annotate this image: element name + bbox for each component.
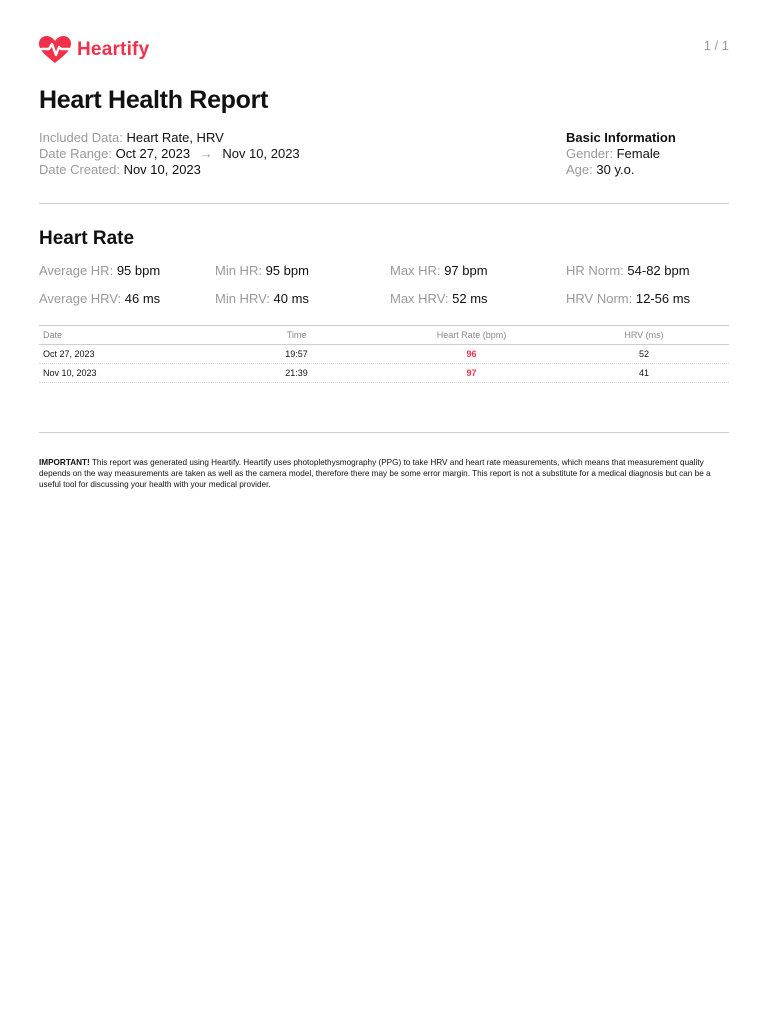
stat-label: HR Norm:: [566, 263, 624, 278]
column-header-hrv: HRV (ms): [559, 326, 729, 345]
stat-value: 97 bpm: [444, 263, 488, 278]
stat-value: 54-82 bpm: [627, 263, 690, 278]
column-header-time: Time: [209, 326, 384, 345]
column-header-date: Date: [39, 326, 209, 345]
gender-value: Female: [616, 146, 660, 161]
stat-value: 40 ms: [273, 291, 309, 306]
stat-label: HRV Norm:: [566, 291, 633, 306]
cell-date: Nov 10, 2023: [39, 364, 209, 383]
cell-date: Oct 27, 2023: [39, 345, 209, 364]
stat-value: 52 ms: [452, 291, 488, 306]
section-divider: [39, 432, 729, 433]
date-range-row: [39, 146, 300, 162]
gender-label: Gender:: [566, 146, 613, 161]
report-meta: [39, 130, 300, 178]
date-created-value: Nov 10, 2023: [123, 162, 201, 177]
stat-hrv-norm: [566, 291, 690, 306]
stat-average-hrv: [39, 291, 160, 306]
arrow-right-icon: →: [199, 146, 213, 161]
cell-heart-rate: 97: [384, 364, 559, 383]
date-created-label: Date Created:: [39, 162, 120, 177]
date-created-row: [39, 162, 300, 178]
cell-hrv: 41: [559, 364, 729, 383]
cell-time: 19:57: [209, 345, 384, 364]
column-header-heart-rate: Heart Rate (bpm): [384, 326, 559, 345]
included-data-label: Included Data:: [39, 130, 123, 145]
cell-hrv: 52: [559, 345, 729, 364]
disclaimer-lead: IMPORTANT!: [39, 458, 90, 467]
cell-time: 21:39: [209, 364, 384, 383]
stat-value: 95 bpm: [116, 263, 161, 278]
age-row: [566, 162, 676, 178]
age-label: Age:: [566, 162, 593, 177]
stat-value: 12-56 ms: [635, 291, 691, 306]
basic-information-title: Basic Information: [566, 130, 676, 145]
stat-max-hr: [390, 263, 488, 278]
disclaimer-notice: [39, 458, 729, 490]
page-number: 1 / 1: [703, 38, 729, 53]
page-title: Heart Health Report: [39, 86, 269, 114]
date-range-label: Date Range:: [39, 146, 112, 161]
heart-rate-title: Heart Rate: [39, 228, 135, 249]
date-range-end: Nov 10, 2023: [222, 146, 300, 161]
table-row: [39, 364, 729, 383]
stat-max-hrv: [390, 291, 488, 306]
included-data-row: [39, 130, 300, 146]
section-divider: [39, 203, 729, 204]
brand-name: Heartify: [77, 39, 150, 60]
age-value: 30 y.o.: [596, 162, 635, 177]
table-header-row: [39, 326, 729, 345]
date-range-start: Oct 27, 2023: [115, 146, 191, 161]
stat-hr-norm: [566, 263, 690, 278]
stat-label: Max HR:: [390, 263, 441, 278]
stat-label: Average HR:: [39, 263, 114, 278]
stat-value: 95 bpm: [265, 263, 309, 278]
stat-label: Max HRV:: [390, 291, 449, 306]
table-row: [39, 345, 729, 364]
stat-min-hrv: [215, 291, 309, 306]
cell-heart-rate: 96: [384, 345, 559, 364]
stat-label: Min HRV:: [215, 291, 270, 306]
basic-information: [566, 130, 676, 178]
stat-average-hr: [39, 263, 160, 278]
measurements-table: [39, 325, 729, 383]
stat-min-hr: [215, 263, 309, 278]
stat-label: Average HRV:: [39, 291, 122, 306]
brand-logo: [39, 36, 149, 64]
heart-pulse-icon: [39, 36, 71, 64]
report-header: [39, 36, 729, 66]
included-data-value: Heart Rate, HRV: [126, 130, 224, 145]
disclaimer-text: This report was generated using Heartify. Heartify uses photoplethysmography (PPG) to take HRV and heart rate measurements, which means that measurement quality depends on the way measurements are taken as well as the camera model, therefore there may be some error margin. This report is not a substitute for a medical diagnosis but can be a useful tool for discussing your health with your medical provider.: [39, 458, 711, 489]
gender-row: [566, 146, 676, 162]
stat-value: 46 ms: [124, 291, 161, 306]
stat-label: Min HR:: [215, 263, 262, 278]
